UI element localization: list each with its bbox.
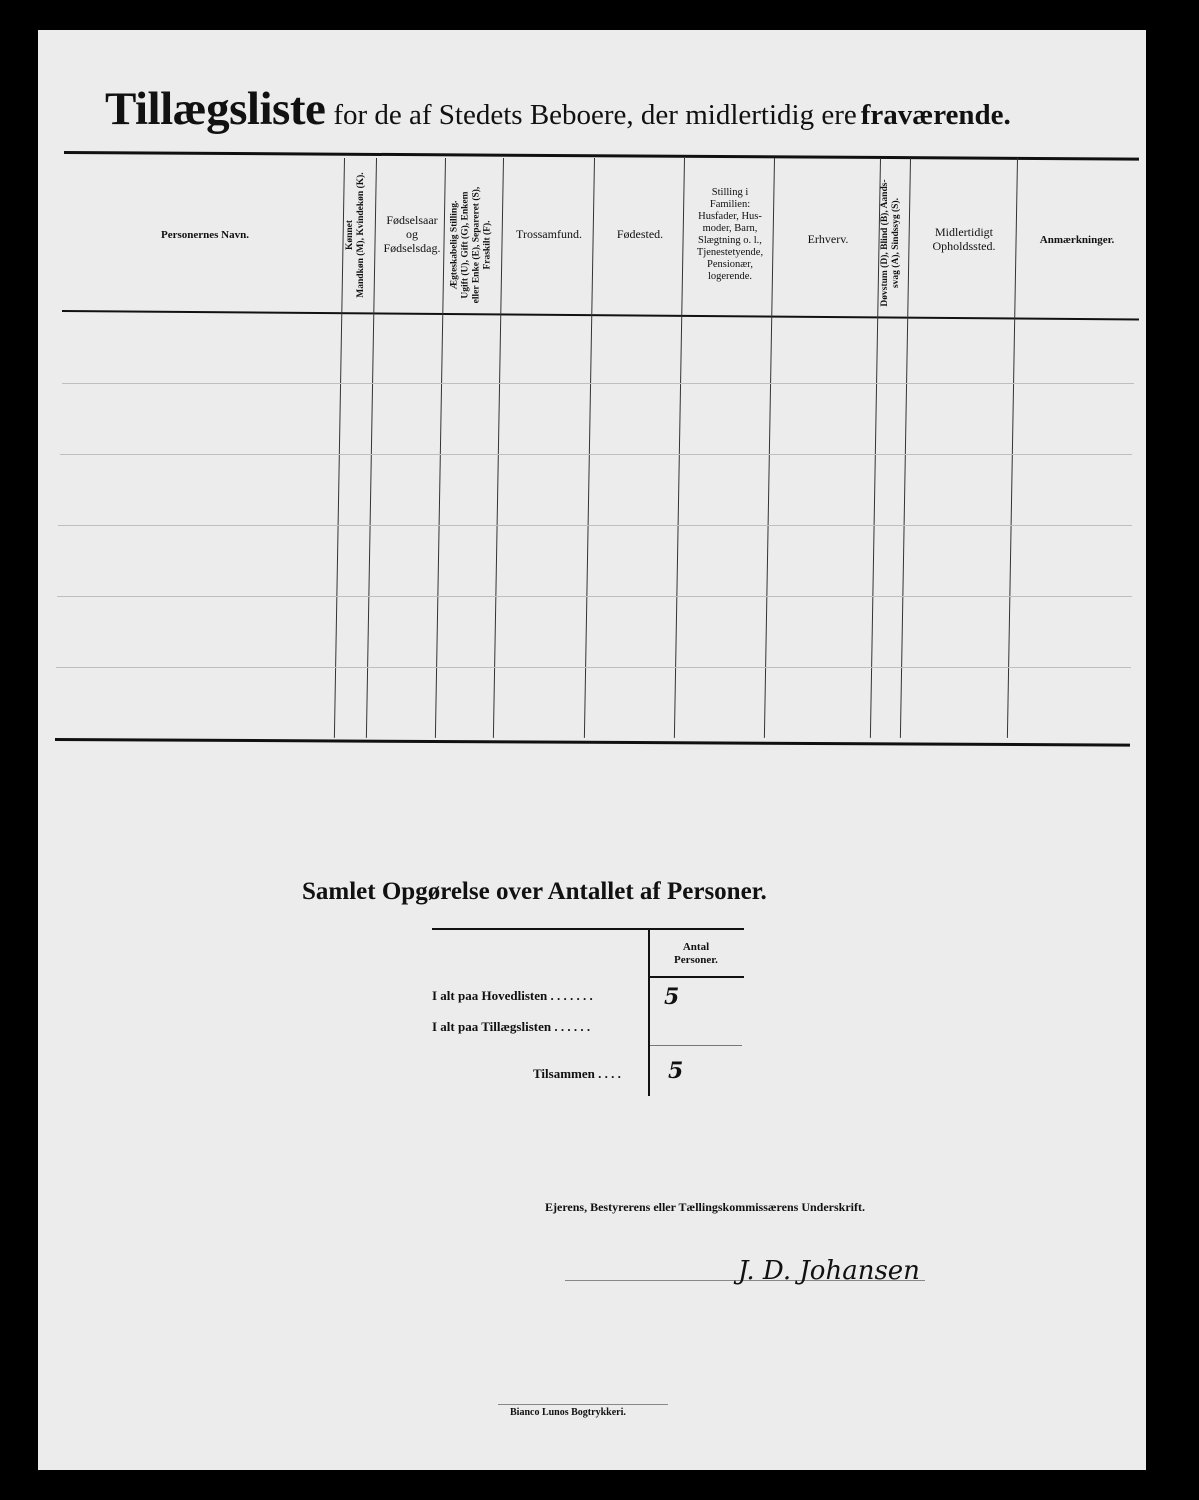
row-line — [56, 667, 1131, 668]
summary-row-label: I alt paa Hovedlisten . . . . . . . — [432, 988, 593, 1003]
row-line — [62, 383, 1134, 384]
row-line — [57, 596, 1132, 597]
header-occupation: Erhverv. — [807, 232, 849, 247]
header-birthplace: Fødested. — [616, 227, 664, 242]
header-remarks: Anmærkninger. — [1039, 233, 1115, 246]
signature-name: J. D. Johansen — [738, 1256, 920, 1286]
summary-header-rule — [650, 976, 744, 978]
title-bold: fraværende. — [860, 99, 1011, 131]
summary-subtotal-rule — [650, 1045, 742, 1046]
header-birth: Fødselsaar og Fødselsdag. — [383, 213, 441, 255]
header-disability: Døvstum (D), Blind (B), Aands- svag (A), Sindssyg (S). — [880, 179, 901, 307]
summary-col-header: Antal Personer. — [674, 941, 718, 966]
header-temp-residence: Midlertidigt Opholdssted. — [932, 225, 996, 253]
summary-top-rule — [432, 928, 744, 930]
signature-label: Ejerens, Bestyrerens eller Tællingskommissærens Underskrift. — [545, 1200, 865, 1214]
header-marital: Ægteskabelig Stilling. Ugift (U), Gift (G), Enkem eller Enke (E), Separeret (S), Fraskilt (F). — [449, 186, 493, 304]
title-main: Tillægsliste — [105, 83, 326, 135]
printer-rule — [498, 1404, 668, 1405]
summary-title: Samlet Opgørelse over Antallet af Personer. — [302, 878, 767, 905]
summary-row-label: Tilsammen . . . . — [533, 1066, 621, 1081]
header-faith: Trossamfund. — [516, 227, 582, 242]
summary-row-label: I alt paa Tillægslisten . . . . . . — [432, 1019, 591, 1034]
header-family: Stilling i Familien: Husfader, Hus- moder, Barn, Slægtning o. l., Tjenestetyende, Pensionær, logerende. — [696, 186, 764, 283]
title-rest: for de af Stedets Beboere, der midlertidig ere — [333, 99, 857, 131]
row-line — [60, 454, 1132, 455]
header-sex: Kønnet Mandkøn (M), Kvindekøn (K). — [345, 172, 366, 298]
summary-row-value: 5 — [664, 984, 680, 1010]
row-line — [58, 525, 1132, 526]
form-title — [105, 82, 1011, 136]
printer-imprint: Bianco Lunos Bogtrykkeri. — [510, 1407, 626, 1418]
summary-row-value: 5 — [668, 1058, 684, 1084]
header-name: Personernes Navn. — [161, 228, 249, 241]
